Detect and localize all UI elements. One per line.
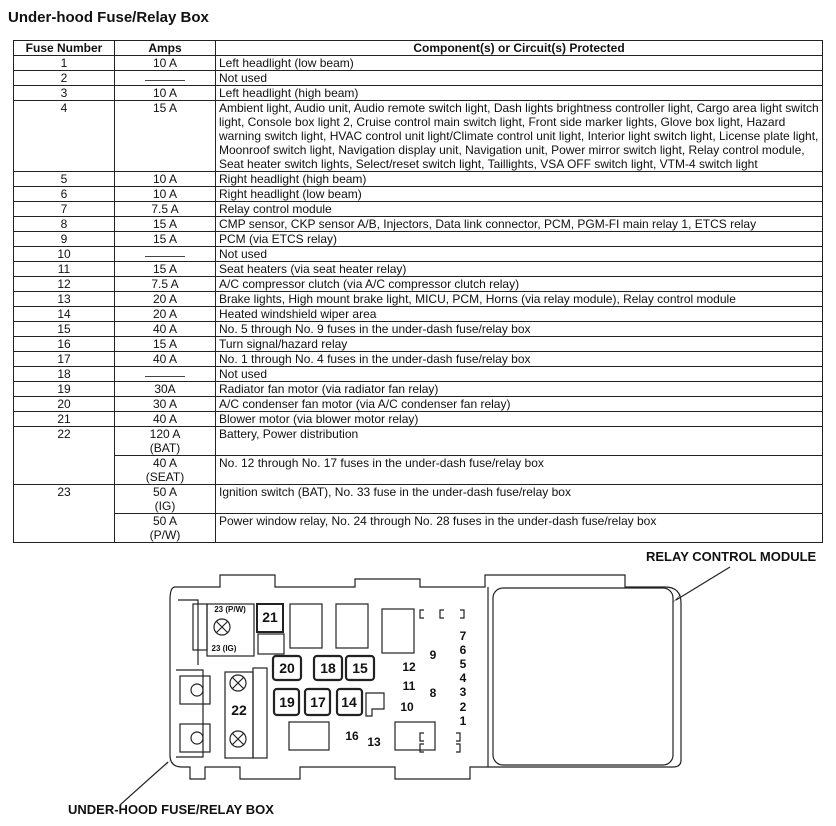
fuse-number-cell: 18 — [14, 367, 115, 382]
fuse-label-13: 13 — [367, 735, 381, 749]
amps-cell — [115, 485, 216, 514]
amps-cell — [115, 352, 216, 367]
component-cell: Right headlight (high beam) — [216, 172, 823, 187]
fuse-label-3: 3 — [459, 685, 467, 699]
component-cell: Left headlight (low beam) — [216, 56, 823, 71]
fuse-label-14: 14 — [341, 694, 357, 710]
amps-value: 20 A — [152, 307, 178, 321]
fuse-box-label: UNDER-HOOD FUSE/RELAY BOX — [68, 802, 274, 817]
amps-value: 15 A — [152, 337, 178, 351]
table-row — [14, 262, 823, 277]
amps-value: 120 A — [149, 427, 181, 441]
fuse-number-cell: 19 — [14, 382, 115, 397]
fuse-label-4: 4 — [459, 671, 467, 685]
relay-control-module-outline — [493, 588, 673, 765]
amps-value: 30A — [154, 382, 176, 396]
fuse-number-cell: 4 — [14, 101, 115, 172]
fuse-label-23pw: 23 (P/W) — [214, 605, 246, 614]
fuse-number-cell: 20 — [14, 397, 115, 412]
table-row — [14, 456, 823, 485]
amps-value: 15 A — [152, 101, 178, 115]
amps-value: 10 A — [152, 187, 178, 201]
fuse-number-cell: 5 — [14, 172, 115, 187]
fuse-label-20: 20 — [279, 660, 295, 676]
fuse-label-9: 9 — [429, 648, 437, 662]
fuse-number-cell: 21 — [14, 412, 115, 427]
amps-value: 40 A — [152, 456, 178, 470]
amps-cell — [115, 337, 216, 352]
amps-cell — [115, 307, 216, 322]
fuse-number-cell: 16 — [14, 337, 115, 352]
fuse-label-21: 21 — [262, 609, 278, 625]
table-row — [14, 86, 823, 101]
table-row — [14, 292, 823, 307]
amps-value: 40 A — [152, 412, 178, 426]
fuse-label-1: 1 — [459, 714, 467, 728]
fuse-label-15: 15 — [352, 660, 368, 676]
page-title: Under-hood Fuse/Relay Box — [8, 9, 209, 26]
fuse-number-cell: 22 — [14, 427, 115, 485]
fuse-box-outline — [170, 575, 681, 779]
amps-cell — [115, 187, 216, 202]
amps-cell — [115, 397, 216, 412]
amps-value: 7.5 A — [151, 202, 179, 216]
fuse-number-cell: 2 — [14, 71, 115, 86]
fuse-number-cell: 9 — [14, 232, 115, 247]
component-cell: No. 5 through No. 9 fuses in the under-dash fuse/relay box — [216, 322, 823, 337]
amps-cell — [115, 277, 216, 292]
fuse-label-16: 16 — [345, 729, 359, 743]
amps-cell — [115, 202, 216, 217]
fuse-box-diagram — [0, 540, 836, 826]
table-header-row — [14, 41, 823, 56]
fuse-label-17: 17 — [310, 694, 326, 710]
fuse-label-5: 5 — [459, 657, 467, 671]
amps-cell — [115, 101, 216, 172]
fuse-number-cell: 14 — [14, 307, 115, 322]
amps-cell — [115, 367, 216, 382]
component-cell: Not used — [216, 71, 823, 86]
relay-control-module-label: RELAY CONTROL MODULE — [646, 549, 817, 564]
amps-cell — [115, 56, 216, 71]
amps-value: 10 A — [152, 172, 178, 186]
amps-cell — [115, 427, 216, 456]
amps-value: 50 A — [152, 485, 178, 499]
table-row — [14, 56, 823, 71]
fuse-number-cell: 12 — [14, 277, 115, 292]
fuse-label-7: 7 — [459, 629, 467, 643]
component-cell: Battery, Power distribution — [216, 427, 823, 456]
component-cell: A/C condenser fan motor (via A/C condenser fan relay) — [216, 397, 823, 412]
fuse-label-6: 6 — [459, 643, 467, 657]
fuse-label-12: 12 — [402, 660, 416, 674]
component-cell: Power window relay, No. 24 through No. 28 fuses in the under-dash fuse/relay box — [216, 514, 823, 543]
fuse-number-cell: 15 — [14, 322, 115, 337]
not-used-dash — [145, 80, 185, 81]
component-cell: No. 12 through No. 17 fuses in the under-dash fuse/relay box — [216, 456, 823, 485]
table-row — [14, 397, 823, 412]
fuse-label-2: 2 — [459, 700, 467, 714]
amps-cell — [115, 456, 216, 485]
table-row — [14, 172, 823, 187]
component-cell: Relay control module — [216, 202, 823, 217]
component-cell: Left headlight (high beam) — [216, 86, 823, 101]
table-row — [14, 352, 823, 367]
table-row — [14, 71, 823, 86]
table-row — [14, 202, 823, 217]
amps-cell — [115, 412, 216, 427]
amps-value: 10 A — [152, 86, 178, 100]
fuse-label-18: 18 — [320, 660, 336, 676]
fuse-label-22: 22 — [231, 702, 247, 718]
component-cell: CMP sensor, CKP sensor A/B, Injectors, Data link connector, PCM, PGM-FI main relay 1, ETCS relay — [216, 217, 823, 232]
table-row — [14, 217, 823, 232]
fuse-number-cell: 10 — [14, 247, 115, 262]
fuse-number-cell: 13 — [14, 292, 115, 307]
amps-cell — [115, 262, 216, 277]
amps-value: 7.5 A — [151, 277, 179, 291]
component-cell: Not used — [216, 247, 823, 262]
component-cell: Seat heaters (via seat heater relay) — [216, 262, 823, 277]
fuse-number-cell: 3 — [14, 86, 115, 101]
table-row — [14, 307, 823, 322]
fuse-table — [13, 40, 823, 543]
table-row — [14, 232, 823, 247]
table-row — [14, 367, 823, 382]
amps-value: 30 A — [152, 397, 178, 411]
table-row — [14, 337, 823, 352]
amps-value: 15 A — [152, 217, 178, 231]
component-cell: Not used — [216, 367, 823, 382]
header-amps: Amps — [115, 41, 216, 56]
amps-value: 15 A — [152, 232, 178, 246]
amps-cell — [115, 217, 216, 232]
amps-qualifier: (IG) — [154, 499, 176, 513]
table-row — [14, 382, 823, 397]
fuse-number-cell: 11 — [14, 262, 115, 277]
table-row — [14, 187, 823, 202]
component-cell: Ambient light, Audio unit, Audio remote switch light, Dash lights brightness controller light, Cargo area light switch light, Console box light 2, Cruise control main switch light, Front side marker lights, Glove box light, Hazard warning switch light, HVAC control unit light/Climate control unit light, Interior light switch light, License plate light, Moonroof switch light, Navigation display unit, Navigation unit, Power mirror switch light, Relay control module, Seat heater switch lights, Select/reset switch light, Taillights, VSA OFF switch light, VTM-4 switch light — [216, 101, 823, 172]
amps-cell — [115, 322, 216, 337]
amps-cell — [115, 247, 216, 262]
component-cell: Brake lights, High mount brake light, MICU, PCM, Horns (via relay module), Relay control module — [216, 292, 823, 307]
amps-cell — [115, 232, 216, 247]
amps-value: 50 A — [152, 514, 178, 528]
table-row — [14, 412, 823, 427]
amps-cell — [115, 172, 216, 187]
component-cell: Radiator fan motor (via radiator fan relay) — [216, 382, 823, 397]
component-cell: Heated windshield wiper area — [216, 307, 823, 322]
fuse-number-cell: 7 — [14, 202, 115, 217]
fuse-box-drawing — [0, 540, 836, 826]
not-used-dash — [145, 256, 185, 257]
fuse-label-11: 11 — [402, 679, 416, 693]
table-row — [14, 485, 823, 514]
fuse-number-cell: 6 — [14, 187, 115, 202]
table-row — [14, 277, 823, 292]
table-row — [14, 322, 823, 337]
component-cell: Turn signal/hazard relay — [216, 337, 823, 352]
amps-qualifier: (P/W) — [149, 528, 181, 542]
header-fuse-number: Fuse Number — [14, 41, 115, 56]
table-row — [14, 101, 823, 172]
fuse-number-cell: 17 — [14, 352, 115, 367]
fuse-label-23ig: 23 (IG) — [211, 644, 237, 653]
amps-value: 40 A — [152, 322, 178, 336]
component-cell: A/C compressor clutch (via A/C compressor clutch relay) — [216, 277, 823, 292]
component-cell: Ignition switch (BAT), No. 33 fuse in the under-dash fuse/relay box — [216, 485, 823, 514]
amps-cell — [115, 514, 216, 543]
table-row — [14, 247, 823, 262]
fuse-label-19: 19 — [279, 694, 295, 710]
fuse-label-10: 10 — [400, 700, 414, 714]
fuse-number-cell: 23 — [14, 485, 115, 543]
amps-cell — [115, 71, 216, 86]
fuse-number-cell: 1 — [14, 56, 115, 71]
table-row — [14, 514, 823, 543]
amps-qualifier: (SEAT) — [145, 470, 185, 484]
amps-value: 20 A — [152, 292, 178, 306]
amps-value: 15 A — [152, 262, 178, 276]
component-cell: No. 1 through No. 4 fuses in the under-dash fuse/relay box — [216, 352, 823, 367]
amps-value: 40 A — [152, 352, 178, 366]
table-row — [14, 427, 823, 456]
fuse-number-cell: 8 — [14, 217, 115, 232]
component-cell: Blower motor (via blower motor relay) — [216, 412, 823, 427]
fuse-label-8: 8 — [429, 686, 437, 700]
amps-cell — [115, 292, 216, 307]
component-cell: PCM (via ETCS relay) — [216, 232, 823, 247]
amps-value: 10 A — [152, 56, 178, 70]
amps-cell — [115, 86, 216, 101]
not-used-dash — [145, 376, 185, 377]
amps-cell — [115, 382, 216, 397]
header-component: Component(s) or Circuit(s) Protected — [216, 41, 823, 56]
amps-qualifier: (BAT) — [149, 441, 181, 455]
component-cell: Right headlight (low beam) — [216, 187, 823, 202]
